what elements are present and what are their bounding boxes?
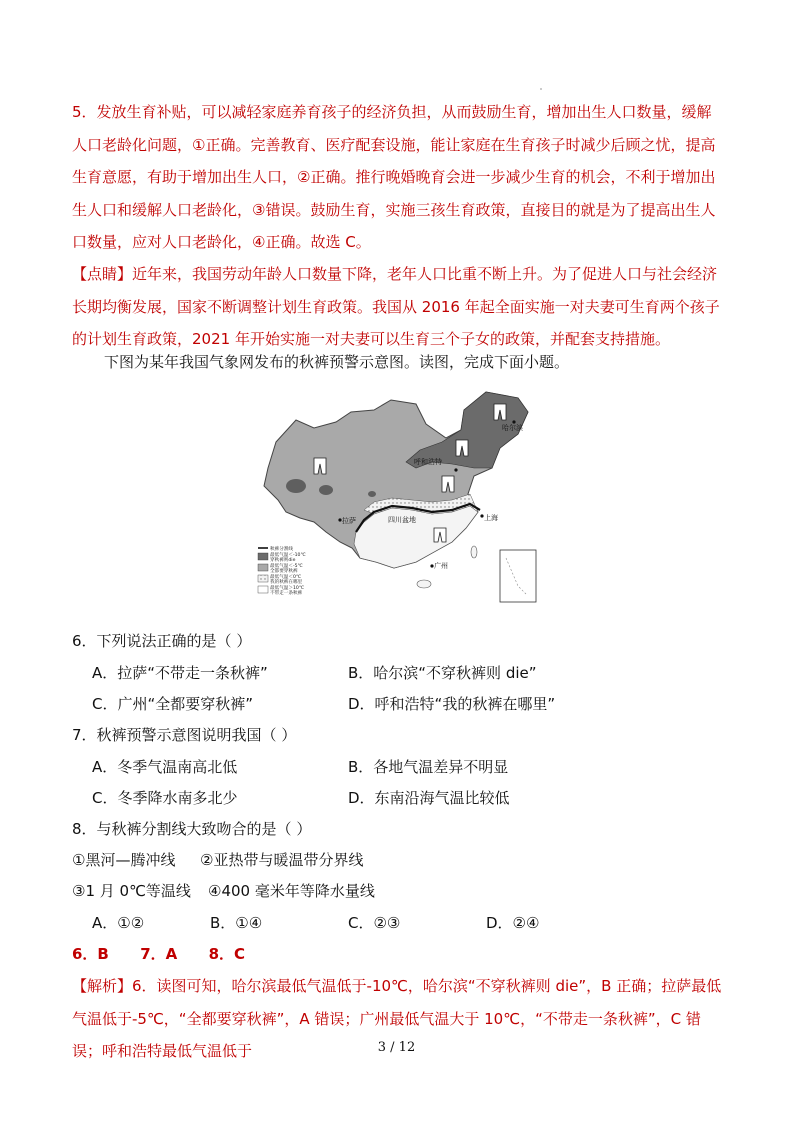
- scan-speck: [540, 88, 542, 90]
- legend-die: 穿秋裤则die: [270, 558, 296, 563]
- q8-item-1: ①黑河—腾冲线: [72, 851, 176, 869]
- page-number: 3 / 12: [377, 1040, 416, 1055]
- q6-option-d: D．呼和浩特“我的秋裤在哪里”: [348, 695, 556, 713]
- jiexi-label: 【解析】: [72, 977, 133, 995]
- q7-option-a: A．冬季气温南高北低: [92, 758, 238, 776]
- q8-option-a: A．①②: [92, 914, 145, 932]
- q8-item-4: ④400 毫米年等降水量线: [208, 882, 375, 900]
- q7-option-c: C．冬季降水南多北少: [92, 789, 238, 807]
- legend-above-10: 最低气温＞10℃: [270, 586, 304, 591]
- q8-option-d: D．②④: [486, 914, 540, 932]
- q6-option-b: B．哈尔滨“不穿秋裤则 die”: [348, 664, 537, 682]
- q7-option-d: D．东南沿海气温比较低: [348, 789, 510, 807]
- autumn-pants-warning-map: [256, 382, 540, 606]
- jiexi-text: 6．读图可知，哈尔滨最低气温低于-10℃，哈尔滨“不穿秋裤则 die”，B 正确；拉萨最低气温低于-5℃，“全都要穿秋裤”，A 错误；广州最低气温大于 10℃，“不带走一条秋裤”，C 错误；呼和浩特最低气温低于: [72, 977, 722, 1060]
- q8-stem: 8．与秋裤分割线大致吻合的是（ ）: [72, 820, 312, 838]
- intro-text: 下图为某年我国气象网发布的秋裤预警示意图。读图，完成下面小题。: [104, 353, 570, 371]
- q8-option-c: C．②③: [348, 914, 401, 932]
- map-label-sichuan: 四川盆地: [388, 516, 416, 524]
- map-label-harbin: 哈尔滨: [502, 424, 523, 432]
- legend-below-minus5: 最低气温＜-5℃: [270, 564, 303, 569]
- q7-stem: 7．秋裤预警示意图说明我国（ ）: [72, 726, 297, 744]
- q8-item-3: ③1 月 0℃等温线: [72, 882, 191, 900]
- q6-stem: 6．下列说法正确的是（ ）: [72, 632, 252, 650]
- map-label-lhasa: 拉萨: [342, 517, 356, 525]
- south-china-sea-inset: [500, 550, 536, 602]
- map-legend: [258, 545, 306, 596]
- q7-option-b: B．各地气温差异不明显: [348, 758, 509, 776]
- legend-below-minus10: 最低气温＜-10℃: [270, 553, 306, 558]
- q8-item-2: ②亚热带与暖温带分界线: [200, 851, 364, 869]
- answers-line: 6．B 7．A 8．C: [72, 945, 246, 963]
- q5-explanation: 5．发放生育补贴，可以减轻家庭养育孩子的经济负担，从而鼓励生育，增加出生人口数量，缓解人口老龄化问题，①正确。完善教育、医疗配套设施，能让家庭在生育孩子时减少后顾之忧，提高生育意愿，有助于增加出生人口，②正确。推行晚婚晚育会进一步减少生育的机会，不利于增加出生人口和缓解人口老龄化，③错误。鼓励生育，实施三孩生育政策，直接目的就是为了提高出生人口数量，应对人口老龄化，④正确。故选 C。: [72, 103, 716, 251]
- q8-option-b: B．①④: [210, 914, 263, 932]
- q6-option-c: C．广州“全都要穿秋裤”: [92, 695, 254, 713]
- q6-option-a: A．拉萨“不带走一条秋裤”: [92, 664, 268, 682]
- legend-dividing-line: 秋裤分割线: [270, 547, 293, 552]
- legend-all-wear: 全都要穿秋裤: [270, 569, 298, 574]
- dianjing-text: 近年来，我国劳动年龄人口数量下降，老年人口比重不断上升。为了促进人口与社会经济长期均衡发展，国家不断调整计划生育政策。我国从 2016 年起全面实施一对夫妻可生育两个孩子的计划生育政策，2021 年开始实施一对夫妻可以生育三个子女的政策，并配套支持措施。: [72, 265, 720, 348]
- southern-region: [354, 506, 478, 568]
- map-label-shanghai: 上海: [484, 514, 498, 522]
- map-label-hohhot: 呼和浩特: [414, 458, 442, 466]
- legend-no-pants: 不带走一条秋裤: [270, 591, 303, 596]
- legend-where-pants: 我的秋裤在哪里: [270, 580, 303, 585]
- dianjing-block: [72, 258, 724, 356]
- dianjing-label: 【点睛】: [72, 265, 133, 283]
- legend-below-0: 最低气温＜0℃: [270, 575, 302, 580]
- map-label-guangzhou: 广州: [434, 562, 448, 570]
